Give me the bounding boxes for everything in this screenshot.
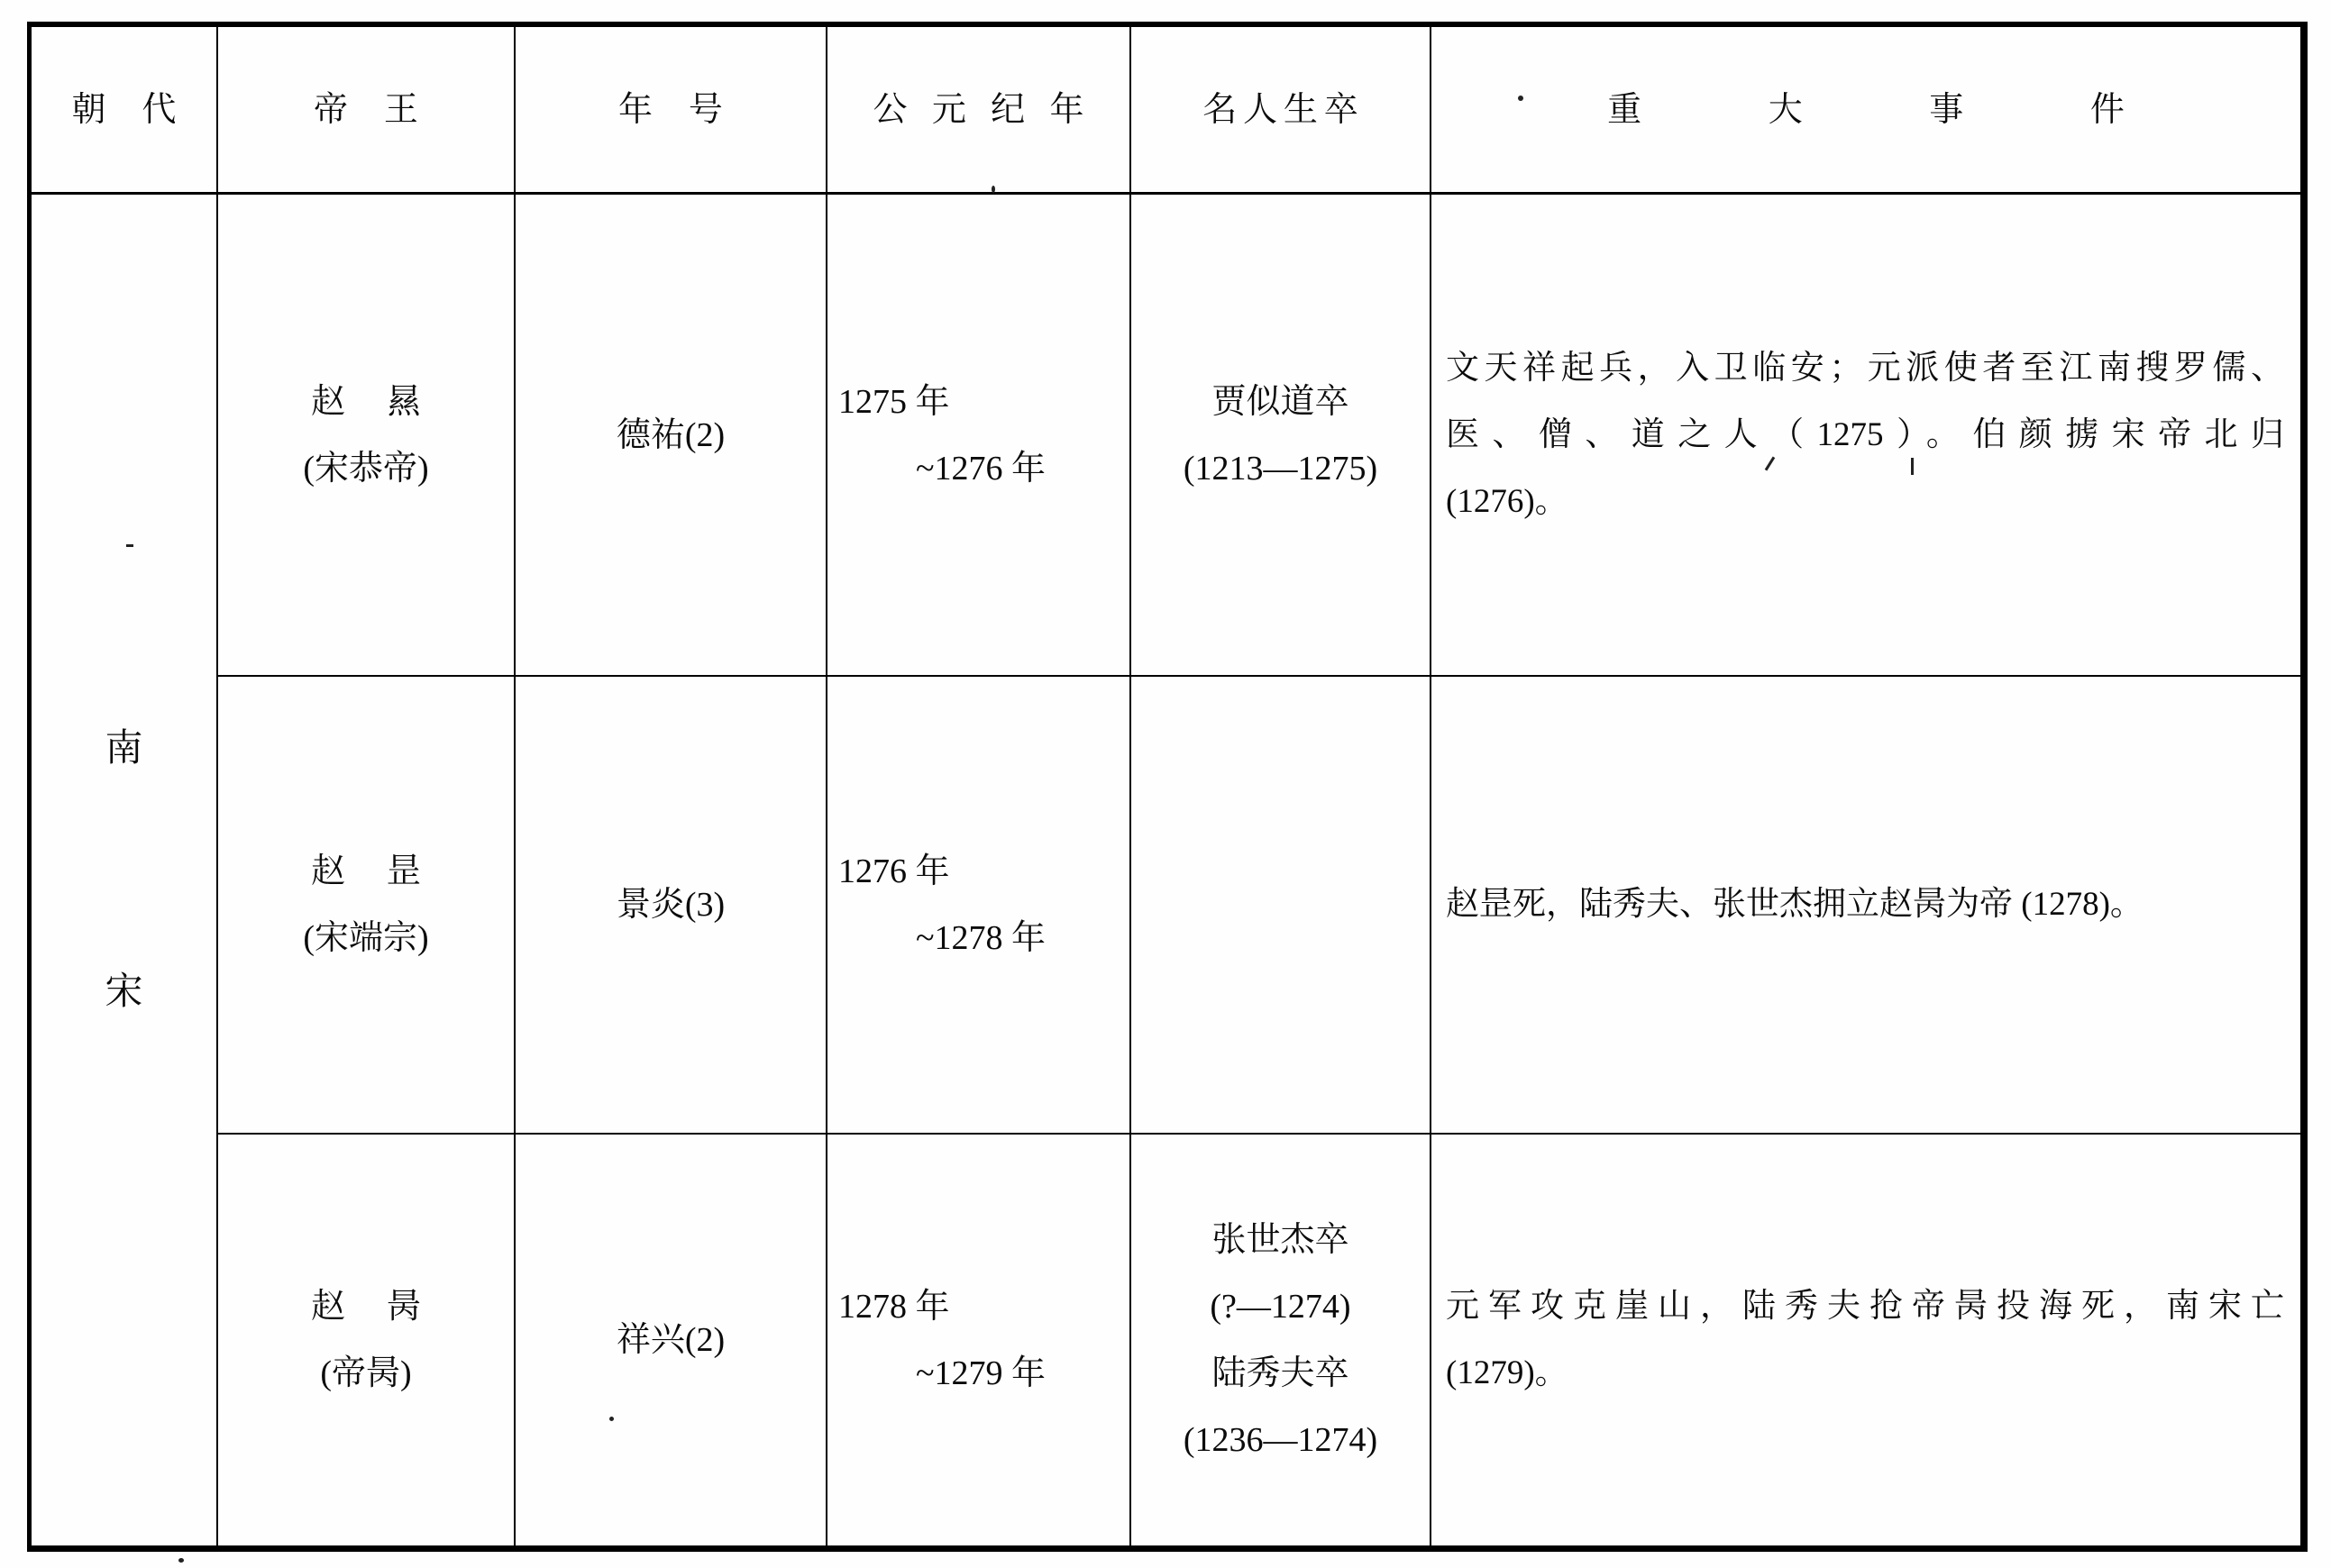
- dynasty-chronology-table: [27, 22, 2308, 1552]
- cell-deaths-row2-empty: [1131, 677, 1431, 1135]
- header-emperor: [218, 27, 516, 195]
- cell-emperor-row1: [218, 195, 516, 677]
- header-emperor-label: 帝王: [314, 90, 454, 129]
- era-label-row2: 景炎(3): [616, 886, 726, 924]
- emperor-given-row1: 㬎: [387, 382, 422, 421]
- cell-era-row1: [516, 195, 827, 677]
- dynasty-char-nan: 南: [105, 727, 143, 770]
- era-label-row1: 德祐(2): [616, 415, 726, 454]
- cell-deaths-row1: [1131, 195, 1431, 677]
- emperor-given-row3: 昺: [387, 1288, 422, 1326]
- emperor-surname-row1: 赵: [310, 382, 345, 421]
- scan-artifact-dot: [126, 544, 133, 547]
- cell-era-row2: [516, 677, 827, 1135]
- cell-events-row2: [1431, 677, 2300, 1135]
- death-dates-row1: (1213—1275): [1183, 449, 1378, 488]
- event-line-2-row1: 医、僧、道之人（1275）。伯颜掳宋帝北归: [1446, 415, 2284, 453]
- year-from-row2: 1276 年: [838, 852, 950, 890]
- cell-emperor-row3: [218, 1135, 516, 1545]
- event-line-1-row1: 文天祥起兵，入卫临安；元派使者至江南搜罗儒、: [1446, 349, 2284, 387]
- year-from-row1: 1275 年: [838, 382, 950, 421]
- cell-events-row1: [1431, 195, 2300, 677]
- death-name-2-row3: 陆秀夫卒: [1211, 1354, 1349, 1392]
- event-line-2-row3: (1279)。: [1446, 1354, 1568, 1391]
- emperor-title-row3: (帝昺): [320, 1354, 412, 1392]
- year-to-row1: ~1276 年: [916, 449, 1047, 488]
- header-era-name: [516, 27, 827, 195]
- header-dynasty: [32, 27, 218, 195]
- death-name-1-row3: 张世杰卒: [1211, 1221, 1349, 1259]
- death-dates-1-row3: (?—1274): [1210, 1288, 1351, 1326]
- header-era-name-label: 年号: [618, 90, 759, 129]
- cell-emperor-row2: [218, 677, 516, 1135]
- cell-dynasty-southern-song: [32, 195, 218, 1545]
- header-gregorian-year: [827, 27, 1131, 195]
- cell-years-row1: [827, 195, 1131, 677]
- death-name-row1: 贾似道卒: [1211, 382, 1349, 421]
- dynasty-char-song: 宋: [105, 971, 143, 1013]
- emperor-given-row2: 昰: [387, 852, 422, 890]
- scan-artifact-tick: [1911, 458, 1914, 475]
- cell-years-row3: [827, 1135, 1131, 1545]
- scan-artifact-dot: [992, 186, 995, 193]
- header-notable-births-deaths: [1131, 27, 1431, 195]
- emperor-name-row2: [311, 838, 421, 905]
- header-major-events-label: 重大事件: [1607, 90, 2252, 129]
- cell-years-row2: [827, 677, 1131, 1135]
- cell-era-row3: [516, 1135, 827, 1545]
- emperor-surname-row2: 赵: [310, 852, 345, 890]
- event-line-1-row2: 赵昰死，陆秀夫、张世杰拥立赵昺为帝 (1278)。: [1446, 886, 2144, 923]
- header-dynasty-label: 朝代: [71, 90, 213, 129]
- header-gregorian-year-label: 公元纪年: [873, 90, 1109, 129]
- emperor-title-row1: (宋恭帝): [303, 449, 429, 488]
- death-dates-2-row3: (1236—1274): [1183, 1421, 1378, 1459]
- emperor-name-row1: [311, 369, 421, 435]
- scan-artifact-dot: [609, 1417, 614, 1421]
- emperor-name-row3: [311, 1273, 421, 1340]
- year-from-row3: 1278 年: [838, 1288, 950, 1326]
- scan-artifact-dot: [178, 1558, 184, 1563]
- emperor-surname-row3: 赵: [310, 1288, 345, 1326]
- event-line-1-row3: 元军攻克崖山，陆秀夫抢帝昺投海死，南宋亡: [1446, 1288, 2284, 1325]
- header-notable-births-deaths-label: 名人生卒: [1202, 90, 1365, 129]
- era-label-row3: 祥兴(2): [616, 1321, 726, 1359]
- header-major-events: [1431, 27, 2300, 195]
- scan-artifact-dot: [1518, 96, 1523, 101]
- emperor-title-row2: (宋端宗): [303, 919, 429, 957]
- year-to-row2: ~1278 年: [916, 919, 1047, 957]
- cell-events-row3: [1431, 1135, 2300, 1545]
- cell-deaths-row3: [1131, 1135, 1431, 1545]
- year-to-row3: ~1279 年: [916, 1354, 1047, 1392]
- event-line-3-row1: (1276)。: [1446, 482, 1568, 520]
